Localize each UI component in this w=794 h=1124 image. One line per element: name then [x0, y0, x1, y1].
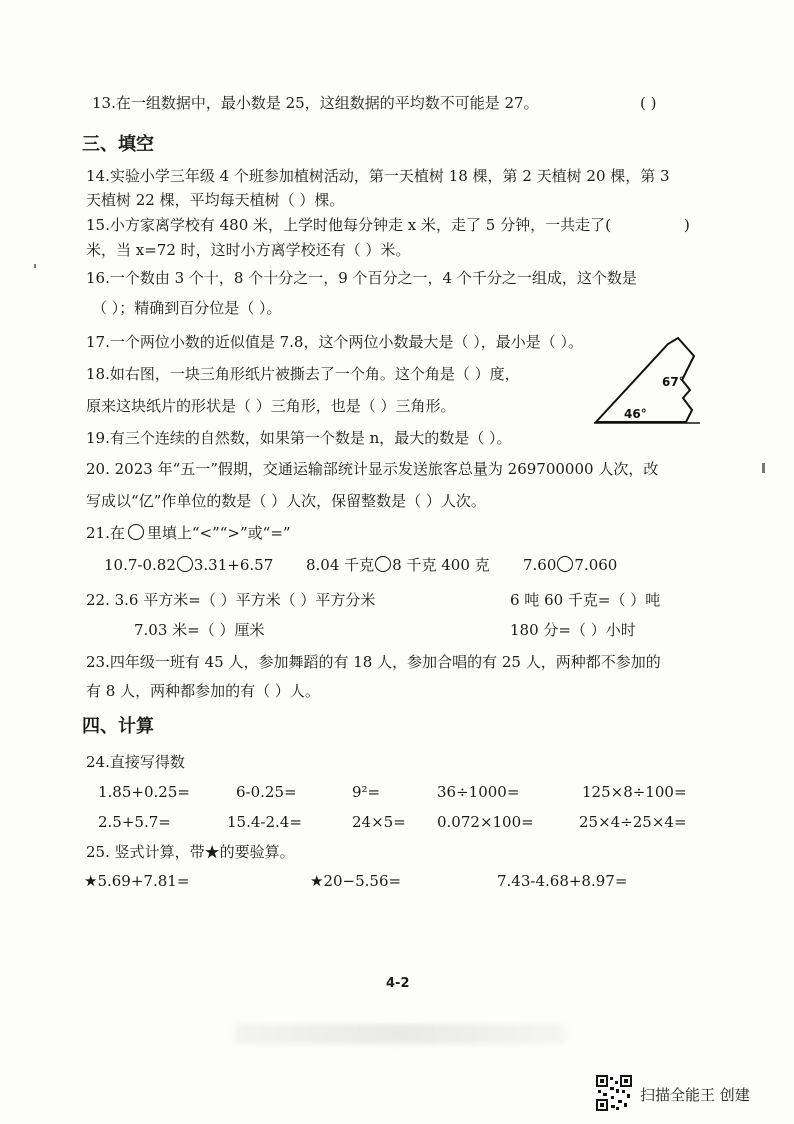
compare-3-left: 7.60: [523, 556, 557, 574]
calc-item: 0.072×100=: [437, 813, 534, 831]
question-16-line-2: （ ）；精确到百分位是（ ）。: [92, 299, 282, 317]
question-22-part-4: 180 分=（ ）小时: [510, 621, 636, 639]
torn-triangle-figure: [590, 330, 702, 430]
question-17: 17.一个两位小数的近似值是 7.8，这个两位小数最大是（ ），最小是（ ）。: [86, 333, 584, 351]
scan-speck: [34, 264, 36, 268]
section-heading-calculation: 四、计算: [82, 716, 154, 737]
scanner-watermark: 扫描全能王 创建: [640, 1086, 750, 1104]
compare-2-right: 8 千克 400 克: [392, 556, 490, 574]
compare-1-left: 10.7-0.82: [104, 556, 176, 574]
compare-2-left: 8.04 千克: [306, 556, 375, 574]
answer-paren-13: ( ): [640, 94, 657, 112]
question-23-line-2: 有 8 人，两种都参加的有（ ）人。: [86, 682, 320, 700]
calc-item: 125×8÷100=: [582, 783, 687, 801]
question-14-line-1: 14.实验小学三年级 4 个班参加植树活动，第一天植树 18 棵，第 2 天植树 20 棵，第 3: [86, 167, 670, 185]
question-15-line-1: 15.小方家离学校有 480 米，上学时他每分钟走 x 米，走了 5 分钟，一共走了(: [86, 216, 611, 234]
question-20-line-1: 20. 2023 年“五一”假期，交通运输部统计显示发送旅客总量为 269700000 人次，改: [86, 460, 659, 478]
calc-item: 2.5+5.7=: [98, 813, 171, 831]
compare-1-right: 3.31+6.57: [193, 556, 274, 574]
question-24: 24.直接写得数: [86, 753, 185, 771]
question-25: 25. 竖式计算，带★的要验算。: [86, 843, 295, 861]
circle-icon: [128, 524, 144, 540]
vertical-calc-item: ★20−5.56=: [310, 872, 402, 890]
circle-icon: [375, 556, 391, 572]
compare-2: [306, 555, 490, 575]
page-number: 4-2: [386, 976, 410, 991]
compare-3: [523, 555, 617, 575]
question-14-line-2: 天植树 22 棵，平均每天植树（ ）棵。: [86, 191, 345, 209]
question-15-paren-close: ): [684, 216, 690, 234]
vertical-calc-item: 7.43-4.68+8.97=: [497, 872, 628, 890]
calc-item: 9²=: [352, 783, 381, 801]
question-23-line-1: 23.四年级一班有 45 人，参加舞蹈的有 18 人，参加合唱的有 25 人，两种都不参加的: [86, 653, 661, 671]
question-22-part-2: 6 吨 60 千克=（ ）吨: [510, 591, 661, 609]
calc-item: 24×5=: [352, 813, 406, 831]
question-13: 13.在一组数据中，最小数是 25，这组数据的平均数不可能是 27。: [92, 94, 539, 112]
question-21-rest: 里填上“<”“>”或“=”: [146, 524, 291, 542]
calc-item: 1.85+0.25=: [98, 783, 190, 801]
vertical-calc-item: ★5.69+7.81=: [84, 872, 190, 890]
question-16-line-1: 16.一个数由 3 个十，8 个十分之一，9 个百分之一，4 个千分之一组成，这个数是: [86, 269, 637, 287]
calc-item: 25×4÷25×4=: [579, 813, 687, 831]
calc-item: 6-0.25=: [236, 783, 297, 801]
angle-label-bottom: 46°: [624, 407, 647, 421]
question-18-line-2: 原来这块纸片的形状是（ ）三角形，也是（ ）三角形。: [86, 397, 456, 415]
question-18-line-1: 18.如右图，一块三角形纸片被撕去了一个角。这个角是（ ）度，: [86, 365, 520, 383]
circle-icon: [557, 556, 573, 572]
scan-speck: [762, 463, 765, 473]
question-22-part-3: 7.03 米=（ ）厘米: [134, 621, 265, 639]
circle-icon: [177, 556, 193, 572]
calc-item: 15.4-2.4=: [227, 813, 302, 831]
section-heading-fill-in: 三、填空: [82, 134, 154, 155]
question-20-line-2: 写成以“亿”作单位的数是（ ）人次，保留整数是（ ）人次。: [86, 492, 486, 510]
bleed-through-smudge: [235, 1024, 565, 1044]
question-21-lead: 21.在: [86, 524, 125, 542]
angle-label-top: 67°: [662, 375, 685, 389]
compare-1: [104, 555, 273, 575]
calc-item: 36÷1000=: [437, 783, 520, 801]
question-22-part-1: 22. 3.6 平方米=（ ）平方米（ ）平方分米: [86, 591, 376, 609]
question-21: [86, 523, 291, 543]
question-19: 19.有三个连续的自然数，如果第一个数是 n，最大的数是（ ）。: [86, 429, 512, 447]
qr-code-icon: [596, 1075, 632, 1111]
question-15-line-2: 米，当 x=72 时，这时小方离学校还有（ ）米。: [86, 241, 411, 259]
compare-3-right: 7.060: [574, 556, 618, 574]
